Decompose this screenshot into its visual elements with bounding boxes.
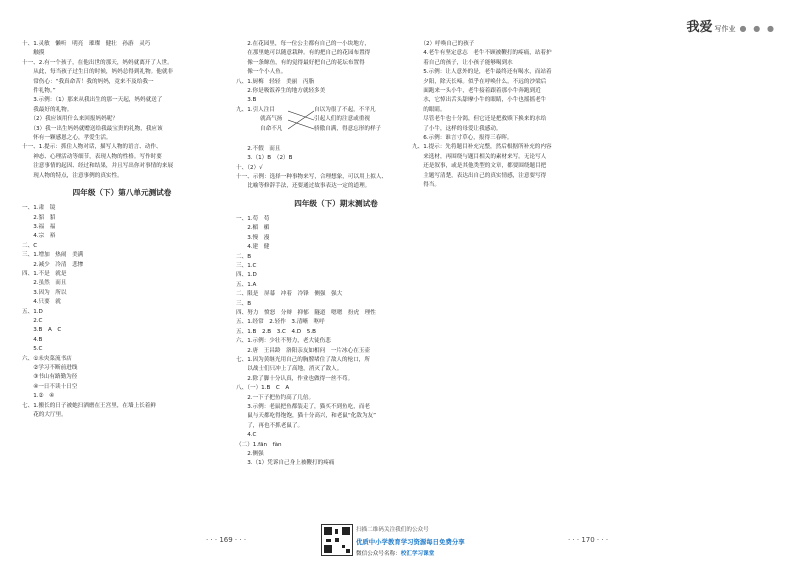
answer-line: 着自己的孩子，让小孩子能够喝到水 xyxy=(412,59,513,66)
answer-line: 十一、2.有一个孩子，在他出世的那天，妈妈就离开了人世。 xyxy=(22,59,173,66)
answer-line: 二、C xyxy=(22,242,38,249)
answer-line: 面跑来一头小牛，老牛接着跟着那小牛奔跑到近 xyxy=(412,88,541,95)
answer-line: 神态、心理活动等细节，表现人物的性格。写作时要 xyxy=(22,153,162,160)
answer-line: 2.除了脚十分认真，作业也做得一丝不苟。 xyxy=(236,375,354,382)
answer-line: 4.建 健 xyxy=(236,244,270,251)
answer-line: 四、努力 愤怒 分辩 抑郁 隧道 嗯嗯 扮虎 理性 xyxy=(236,309,376,316)
answer-line: 四、1.不是 就是 xyxy=(22,270,67,277)
answer-line: 水，它悼出舌头舔摩小牛的眼睛，小牛也摇摇老牛 xyxy=(412,97,547,104)
answer-line: （2）呼唤自己的孩子 xyxy=(412,41,475,47)
answer-line: 现人物的特点，注意事例的真实性。 xyxy=(22,172,123,179)
answer-line: 2.在花园里，每一位公主都有自己的一小块地方， xyxy=(236,41,370,47)
answer-line: 的眼睛。 xyxy=(412,106,446,113)
answer-line: 3.B xyxy=(236,97,257,104)
answer-line: （3）我一出生妈妈就赠送给我最宝贵的礼物，我应该 xyxy=(22,125,163,132)
answer-line: 我最好的礼物。 xyxy=(22,106,73,113)
answer-line: 3.B A C xyxy=(22,327,62,334)
answer-line: 3.示例：老鼠把鱼都装走了，猫买不到鱼吃，而老 xyxy=(236,404,370,410)
answer-line: 一、1.苟 苟 xyxy=(236,215,270,222)
match-right-item: 引起人们的注意或重视 xyxy=(314,116,370,123)
match-right-item: 自以为很了不起，不平凡 xyxy=(314,106,376,113)
answer-line: 2.唐 王昌龄 洛阳亲友如相问 一片冰心在玉壶 xyxy=(236,347,370,354)
answer-line: ④一日不读十日空 xyxy=(22,383,78,390)
answer-column-2 xyxy=(236,40,436,469)
answer-line: （二）1.fān fàn xyxy=(236,441,282,448)
answer-line: 像一个小人鱼。 xyxy=(236,69,287,76)
match-left-item: 自命不凡 xyxy=(260,125,283,132)
answer-line: 六、1.示例：少壮不努力，老大徒伤悲 xyxy=(236,338,331,345)
answer-line: 十一、1.提示：抓住人物对话，描写人物的语言、动作、 xyxy=(22,144,162,151)
answer-line: 三、1.C xyxy=(236,262,257,269)
section-heading-final: 四年级（下）期末测试卷 xyxy=(294,198,378,208)
answer-line: 3.慢 漫 xyxy=(236,234,270,241)
promo-line-2: 优质中小学教育学习资源每日免费分享 xyxy=(356,538,465,546)
qr-code-icon xyxy=(321,524,353,556)
matching-exercise xyxy=(236,106,436,145)
answer-line: 还是叙事，或是其他类型的文章，都要围绕题目把 xyxy=(412,163,547,170)
page-number-right: · · · 170 · · · xyxy=(568,536,609,544)
answer-line: 八、（一）1.B C A xyxy=(236,385,290,392)
answer-line: 6.示例：谁言寸草心，报得三春晖。 xyxy=(412,135,513,142)
answer-line: ②学习不断前进线 xyxy=(22,365,78,371)
answer-line: 像一条鲸鱼，有的觉得最好把自己的花坛布置得 xyxy=(236,59,365,66)
answer-line: 尽管老牛也十分渴，但它还是把救赎下换来的水给 xyxy=(412,116,547,123)
answer-line: 5.示例：让人意外的是，老牛最终还有喝水，而站着 xyxy=(412,69,552,76)
answer-line: 4.老牛有坚定意志 老牛不顾被鞭打的疼痛，站着护 xyxy=(412,50,552,57)
answer-line: 3.（1）凭诉自己身上被鞭打的疼痛 xyxy=(236,460,335,467)
answer-line: 2.貂 貂 xyxy=(22,214,56,221)
answer-line: 得当。 xyxy=(412,182,440,189)
answer-line: 五、1.B 2.B 3.C 4.D 5.B xyxy=(236,328,316,335)
answer-line: 怀有一颗感恩之心，孝爱生活。 xyxy=(22,135,112,142)
answer-line: 从此，每当孩子过生日的时候，妈妈总得到礼物。他就非 xyxy=(22,69,174,76)
answer-line: 在那里她可以随意栽种。有的把自己的花园布置得 xyxy=(236,50,371,57)
answer-line: 4.只要 就 xyxy=(22,299,61,306)
answer-line: 十、1.灵敏 懒听 明亮 璀璨 健壮 孙游 灵巧 xyxy=(22,41,151,47)
answer-line: 2.你是吸饭养生的地方就轻多美 xyxy=(236,88,326,95)
match-right-item: 骄傲自满，得意忘形的样子 xyxy=(314,125,382,132)
promo-block xyxy=(356,524,526,560)
brand-sub: 写作业 xyxy=(714,25,736,33)
match-left-item: 就高气扬 xyxy=(260,116,283,123)
answer-line: 2.侧强 xyxy=(236,451,264,458)
answer-line: 件礼物。” xyxy=(22,88,56,95)
answer-line: 九、1.提示：先将题目补充完整，然后根据所补充的内容 xyxy=(412,144,552,151)
answer-line: 常伤心：“我真命苦！我的妈妈，竟来不及给我一 xyxy=(22,78,154,85)
answer-line: 3.因为 所以 xyxy=(22,289,67,296)
answer-line: 注意事情的起因、经过和结果，并且写出你对事情的来展 xyxy=(22,163,174,170)
answer-line: 五、1.经常 2.轻作 3.清晰 呕呼 xyxy=(236,319,325,326)
answer-line: 鼠与天都吃得饱饱，猫十分高兴，和老鼠“化敌为友” xyxy=(236,413,377,420)
brand-logo xyxy=(686,16,776,35)
answer-line: 了小牛，这样的母爱让我感动。 xyxy=(412,125,502,132)
answer-line: 十一、示例：选择一种事物来写，合理想象，可以用上拟人、 xyxy=(236,174,388,181)
answer-line: 2.一下子把鱼钓高了几倍。 xyxy=(236,394,315,401)
answer-line: 4.C xyxy=(236,432,257,439)
answer-line: 二、B xyxy=(236,253,252,260)
answer-line: 触摸 xyxy=(22,50,45,57)
match-question: 九、1.引人注目 xyxy=(236,106,275,113)
answer-column-3 xyxy=(412,40,584,191)
answer-line: 1.② ④ xyxy=(22,393,55,400)
answer-line: 2.楣 楣 xyxy=(236,225,270,232)
answer-line: 五、1.A xyxy=(236,281,257,288)
answer-line: 来选材，再围绕与题目相关的素材来写。无论写人 xyxy=(412,153,547,160)
answer-line: 2.不假 而且 xyxy=(236,145,281,152)
answer-line: 3.福 福 xyxy=(22,223,56,230)
answer-line: 3.示例：（1）那来从我出生的那一天起，妈妈就送了 xyxy=(22,97,163,104)
answer-line: 3.（1）B （2）B xyxy=(236,155,293,162)
answer-line: 七、1.搬长的日子被她扫洒磨在王宫里，在墙上长着鲜 xyxy=(22,402,156,409)
answer-line: 三、B xyxy=(236,300,252,307)
answer-line: 三、1.增加 热闹 美满 xyxy=(22,252,84,259)
answer-line: 主题写清楚，表达出自己的真实情感，注意要写得 xyxy=(412,172,547,179)
answer-line: 七、1.因为黄继光用自己的胸膛堵住了敌人的枪口，所 xyxy=(236,356,370,363)
answer-line: 以战士们只冲上了高地，消灭了敌人。 xyxy=(236,366,343,373)
answer-line: 4.B xyxy=(22,336,43,343)
answer-line: 四、1.D xyxy=(236,272,257,279)
answer-line: 5.C xyxy=(22,346,43,353)
page-number-left: · · · 169 · · · xyxy=(206,536,247,544)
brand-main: 我爱 xyxy=(686,20,713,35)
answer-line: 五、1.D xyxy=(22,308,43,315)
answer-line: 比喻等修辞手法，还要通过故事表达一定的道理。 xyxy=(236,183,371,190)
match-lines xyxy=(288,106,316,136)
answer-line: 花的大厅里。 xyxy=(22,412,67,419)
answer-line: 六、①未央菜流书店 xyxy=(22,355,72,362)
answer-column-1 xyxy=(22,40,222,420)
answer-line: 4.宗 裕 xyxy=(22,233,56,240)
answer-line: 了，再也不抓老鼠了。 xyxy=(236,422,304,429)
answer-line: （2）我应该用什么来回报妈妈呢？ xyxy=(22,116,118,123)
answer-line: 十、（2）√ xyxy=(236,164,263,171)
answer-line: 2.减少 冷清 悲惨 xyxy=(22,261,84,268)
promo-line-3: 微信公众号名称：校汇学习课堂 xyxy=(356,551,435,557)
answer-line: 夕阳，除天长啼。似乎在呼唤什么。不远的沙梁后 xyxy=(412,78,547,85)
answer-line: 八、1.厨梅 轻轻 美丽 丙脂 xyxy=(236,78,315,85)
answer-line: 2.C xyxy=(22,317,43,324)
answer-line: 二、限是 屏幕 冲着 冷锋 侧强 强大 xyxy=(236,291,343,298)
answer-line: 2.虽然 而且 xyxy=(22,280,67,287)
section-heading-unit8: 四年级（下）第八单元测试卷 xyxy=(72,188,172,198)
answer-line: ③书山有路勤为径 xyxy=(22,374,78,381)
promo-line-1: 扫描二维码关注我们的公众号 xyxy=(356,527,429,533)
answer-line: 一、1.肃 镜 xyxy=(22,205,56,212)
brand-dots-icon: ● ● ● xyxy=(739,23,776,33)
